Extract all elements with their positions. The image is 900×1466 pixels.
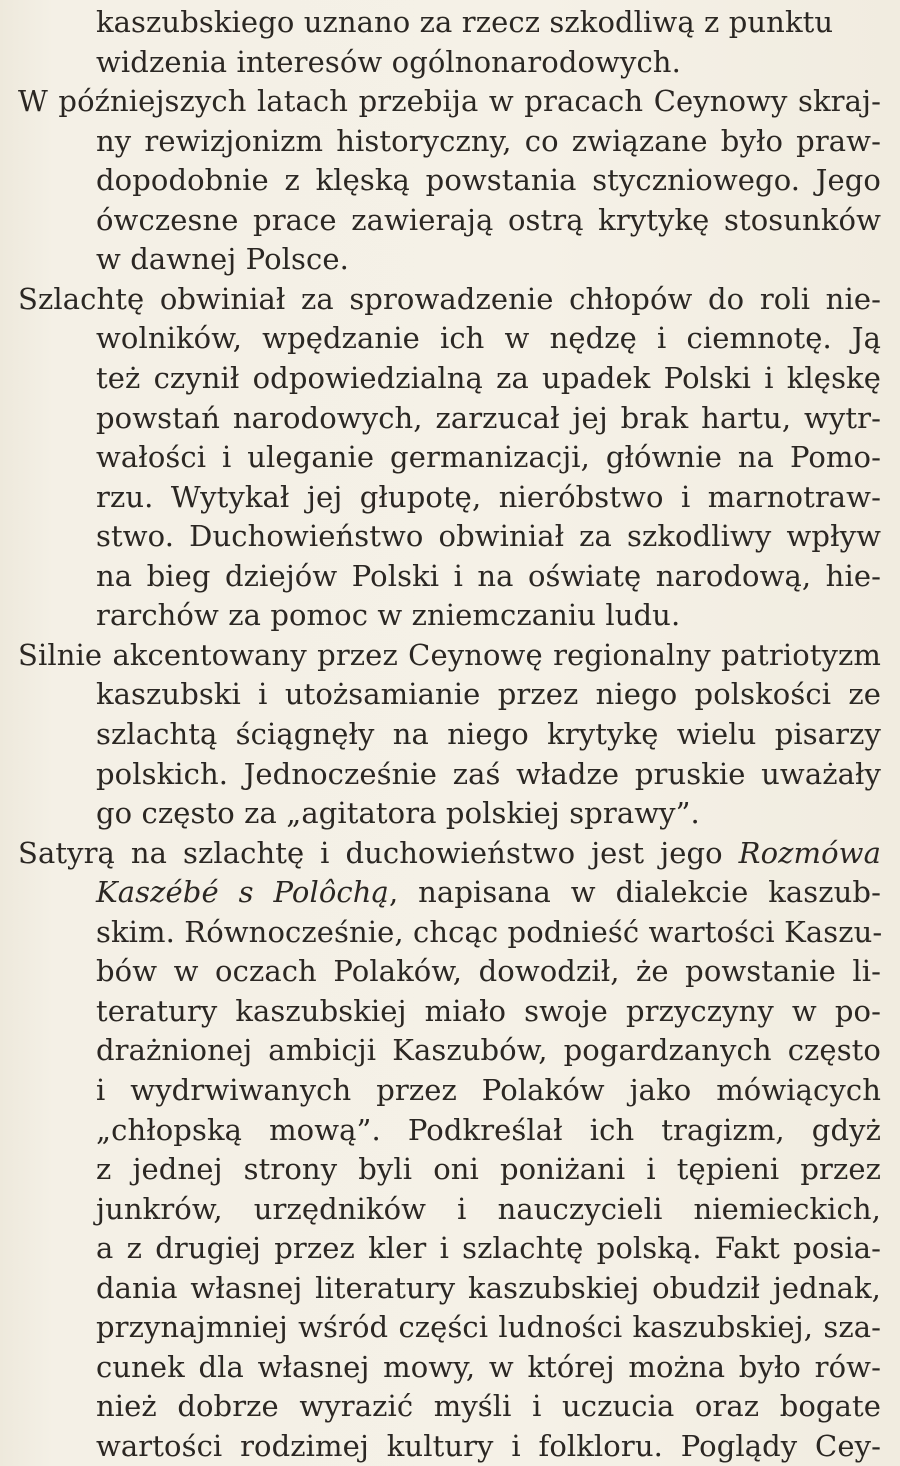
text-line: widzenia interesów ogólnonarodowych. <box>96 45 681 79</box>
italic-title: Rozmówa <box>738 836 881 870</box>
text-line: a z drugiej przez kler i szlachtę polską. Fakt posia- <box>96 1231 881 1265</box>
text-line: kaszubski i utożsamianie przez niego polskości ze <box>96 677 881 711</box>
italic-title: Kaszébé s Polôchą <box>96 875 389 909</box>
text-line: kaszubskiego uznano za rzecz szkodliwą z punktu <box>96 5 834 39</box>
text-line: ówczesne prace zawierają ostrą krytykę stosunków <box>96 203 881 237</box>
text-span: Satyrą na szlachtę i duchowieństwo jest jego <box>18 836 739 870</box>
text-line: cunek dla własnej mowy, w której można było rów- <box>96 1350 881 1384</box>
text-line: wolników, wpędzanie ich w nędzę i ciemnotę. Ją <box>96 321 881 355</box>
text-line: wałości i uleganie germanizacji, głównie na Pomo- <box>96 440 881 474</box>
text-line: bów w oczach Polaków, dowodził, że powstanie li- <box>96 954 881 988</box>
text-line: szlachtą ściągnęły na niego krytykę wielu pisarzy <box>96 717 881 751</box>
text-line: go często za „agitatora polskiej sprawy”. <box>96 796 700 830</box>
text-line: junkrów, urzędników i nauczycieli niemieckich, <box>96 1192 881 1226</box>
text-line: drażnionej ambicji Kaszubów, pogardzanych często <box>96 1033 881 1067</box>
text-line: przynajmniej wśród części ludności kaszubskiej, sza- <box>96 1310 881 1344</box>
text-line: polskich. Jednocześnie zaś władze pruskie uważały <box>96 757 881 791</box>
text-line: Silnie akcentowany przez Ceynowę regionalny patriotyzm <box>18 638 881 672</box>
text-line: skim. Równocześnie, chcąc podnieść wartości Kaszu- <box>96 915 883 949</box>
text-line <box>18 833 881 873</box>
text-line: stwo. Duchowieństwo obwiniał za szkodliwy wpływ <box>96 519 881 553</box>
text-line: W późniejszych latach przebija w pracach Ceynowy skraj- <box>18 84 881 118</box>
text-line <box>96 872 881 912</box>
text-line: nież dobrze wyrazić myśli i uczucia oraz bogate <box>96 1389 881 1423</box>
text-line: z jednej strony byli oni poniżani i tępieni przez <box>96 1152 881 1186</box>
text-line: dania własnej literatury kaszubskiej obudził jednak, <box>96 1271 881 1305</box>
text-line: teratury kaszubskiej miało swoje przyczyny w po- <box>96 994 881 1028</box>
text-line: na bieg dziejów Polski i na oświatę narodową, hie- <box>96 559 881 593</box>
text-line: rzu. Wytykał jej głupotę, nieróbstwo i marnotraw- <box>96 480 881 514</box>
text-line: dopodobnie z klęską powstania styczniowego. Jego <box>96 163 881 197</box>
text-line: też czynił odpowiedzialną za upadek Polski i klęskę <box>96 361 881 395</box>
text-span: , napisana w dialekcie kaszub- <box>388 875 881 909</box>
text-line: wartości rodzimej kultury i folkloru. Poglądy Cey- <box>96 1429 881 1463</box>
text-line: i wydrwiwanych przez Polaków jako mówiących <box>96 1073 881 1107</box>
text-line: Szlachtę obwiniał za sprowadzenie chłopów do roli nie- <box>18 282 881 316</box>
text-line: powstań narodowych, zarzucał jej brak hartu, wytr- <box>96 401 881 435</box>
text-line: rarchów za pomoc w zniemczaniu ludu. <box>96 598 681 632</box>
text-line: „chłopską mową”. Podkreślał ich tragizm, gdyż <box>96 1113 881 1147</box>
text-line: w dawnej Polsce. <box>96 242 349 276</box>
text-line: ny rewizjonizm historyczny, co związane było praw- <box>96 124 881 158</box>
